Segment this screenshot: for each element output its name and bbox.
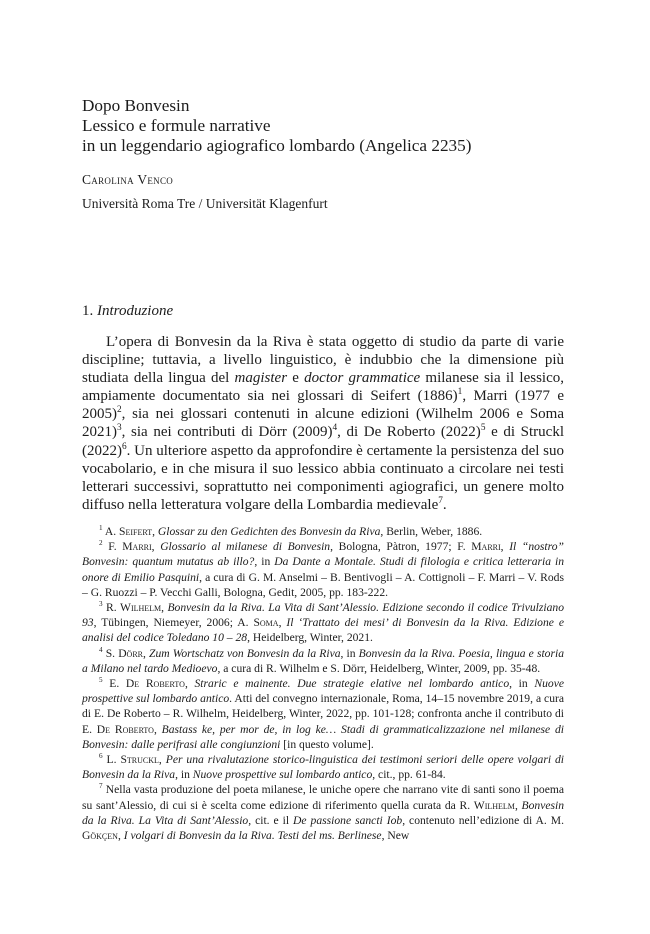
body-paragraph [82,333,564,514]
cited-title: Glossar zu den Gedichten des Bonvesin da Riva [157,525,381,538]
title-line-3: in un leggendario agiografico lombardo (Angelica 2235) [82,136,472,155]
cited-title: Glossario al milanese di Bonvesin [160,540,331,554]
text-run: , a cura di R. Wilhelm e S. Dörr, Heidelberg, Winter, 2009, pp. 35-48. [217,661,541,675]
section-title: Introduzione [97,303,174,319]
text-run: . Atti del convegno internazionale, Roma, 14–15 novembre 2019, a cura di E. De Roberto – R. Wilhelm, Heidelberg, Winter, 2022, pp. 101-128; confronta anche il contributo di E. [82,692,564,736]
cited-title: Da Dante a Montale. Studi di filologia e critica letteraria in onore di Emilio Pasquini [82,555,565,584]
cited-author: De Roberto [96,722,154,736]
text-run: , Heidelberg, Winter, 2021. [247,631,373,645]
paragraph-text [82,333,564,514]
header-block [82,96,564,212]
cited-title: Nuove prospettive sul lombardo antico [82,677,564,706]
text-run: , Tübingen, Niemeyer, 2006; A. [93,616,254,630]
text-run: , [184,677,195,691]
text-run: e [287,370,305,387]
footnote-number: 6 [99,752,103,761]
footnote-1 [82,524,564,539]
text-run: , [158,753,166,767]
footnote-5 [82,676,564,752]
text-run: . [442,496,447,513]
cited-author: De Roberto [125,677,185,691]
cited-title: Zum Wortschatz von Bonvesin da la Riva [149,646,341,660]
cited-author: Marri [122,540,152,554]
footnote-ref-1[interactable]: 1 [457,387,463,398]
cited-title: Bonvesin da la Riva. Poesia, lingua e storia a Milano nel tardo Medioevo [82,646,564,675]
text-run: , New [381,829,410,843]
text-run: , sia nei glossari contenuti in alcune edizioni (Wilhelm 2006 e Soma 2021) [82,406,564,441]
cited-author: Wilhelm [120,601,162,615]
title-line-1: Dopo Bonvesin [82,96,190,115]
footnote-number: 5 [99,676,103,685]
author-name: Carolina Venco [82,172,174,187]
cited-author: Wilhelm [473,798,515,812]
text-run: , [117,829,124,843]
footnote-number: 7 [99,782,103,791]
cited-author: Seifert [119,525,153,538]
text-run: . Un ulteriore aspetto da approfondire è certamente la persistenza del suo vocabolario, e in che misura il suo lessico abbia continuato a circolare nei testi letterari successivi, soprattutto nei componimenti agiografici, un genere molto diffuso nella letteratura volgare della Lombardia medievale [82,442,564,513]
text-run: S. [105,646,119,660]
text-run: , [153,722,162,736]
text-run-italic: doctor grammatice [304,370,421,387]
cited-author: Marri [471,540,501,554]
text-run: Nella vasta produzione del poeta milanese, le uniche opere che narrano vite di santi sono il poema su sant’Alessio, di cui si è scelta come edizione di riferimento quella curata da R. [82,783,565,812]
text-run: , [514,798,522,812]
text-run: , [151,540,161,554]
footnote-ref-3[interactable]: 3 [117,423,122,434]
text-run: , Marri (1977 e 2005) [82,388,564,423]
cited-title: Nuove prospettive sul lombardo antico [192,768,373,782]
text-run: , contenuto nell’edizione di A. M. [402,813,564,827]
text-run: , in [340,646,359,660]
text-run: , Bologna, Pàtron, 1977; F. [330,540,472,554]
text-run: E. [109,677,126,691]
footnote-number: 3 [99,600,103,609]
text-run: milanese sia il lessico, ampiamente documentato sia nei glossari di Seifert (1886) [82,370,564,405]
paper-title [82,96,564,156]
text-run: , cit. e il [248,813,294,827]
text-run: , [278,616,287,630]
text-run: R. [105,601,120,615]
text-run: e di Struckl (2022) [82,424,564,459]
footnote-ref-7[interactable]: 7 [438,495,443,506]
footnote-2 [82,539,564,600]
footnote-number: 4 [99,645,103,654]
text-run: , in [175,768,193,782]
section-heading [82,303,173,320]
cited-author: Soma [253,616,279,630]
text-run: , in [254,555,275,569]
cited-title: Bastass ke, per mor de, in log ke… Stadi di grammaticalizzazione nel milanese di Bonvesin: dalle perifrasi alle congiunzioni [82,722,564,751]
footnote-3 [82,600,564,646]
footnote-number: 2 [99,539,103,548]
cited-title: I volgari di Bonvesin da la Riva. Testi del ms. Berlinese [123,829,382,843]
cited-title: De passione sancti Iob [293,813,403,827]
text-run: [in questo volume]. [280,737,374,751]
text-run: , cit., pp. 61-84. [372,768,446,782]
footnote-ref-4[interactable]: 4 [332,423,338,434]
text-run: L’opera di Bonvesin da la Riva è stata oggetto di studio da parte di varie discipline; tuttavia, a livello linguistico, è indubbio che la dimensione più studiata della lingua del [82,334,564,387]
title-line-2: Lessico e formule narrative [82,116,271,135]
cited-title: Bonvesin da la Riva. La Vita di Sant’Alessio [82,798,565,827]
cited-author: Dörr [118,646,144,660]
cited-title: Il ‘Trattato dei mesi’ di Bonvesin da la Riva. Edizione e analisi del codice Toledano 10 – 28 [82,616,564,645]
footnote-7 [82,782,564,843]
footnote-4 [82,646,564,676]
text-run: , sia nei contributi di Dörr (2009) [121,424,333,441]
cited-author: Struckl [120,753,159,767]
footnote-ref-6[interactable]: 6 [122,441,127,452]
text-run: , di De Roberto (2022) [337,424,481,441]
cited-title: Straric e mainente. Due strategie elative nel lombardo antico [194,677,510,691]
text-run-italic: magister [234,370,288,387]
cited-title: Per una rivalutazione storico-linguistica dei testimoni seriori delle opere volgari di Bonvesin da la Riva [82,753,565,782]
author-affiliation: Università Roma Tre / Universität Klagenfurt [82,196,328,211]
section-number: 1. [82,303,94,319]
text-run: , in [509,677,535,691]
text-run: , [500,540,510,554]
text-run: F. [108,540,123,554]
text-run: L. [106,753,121,767]
footnote-6 [82,752,564,782]
footnote-ref-5[interactable]: 5 [480,423,486,434]
footnotes [82,524,564,843]
text-run: , [161,601,168,615]
footnote-number: 1 [99,524,103,533]
text-run: , a cura di G. M. Anselmi – B. Bentivogli – A. Cottignoli – F. Marri – V. Rods – G. Ruozzi – P. Vecchi Galli, Bologna, Gedit, 2005, pp. 183-222. [82,570,564,599]
text-run: , Berlin, Weber, 1886. [380,525,483,538]
cited-author: Gökçen [82,829,118,843]
footnote-ref-2[interactable]: 2 [117,405,122,416]
cited-title: Bonvesin da la Riva. La Vita di Sant’Alessio. Edizione secondo il codice Trivulziano 93 [82,601,564,630]
text-run: , [143,646,150,660]
text-run: , [152,525,158,538]
cited-title: Il “nostro” Bonvesin: quantum mutatus ab illo? [82,540,564,569]
text-run: A. [104,525,120,538]
